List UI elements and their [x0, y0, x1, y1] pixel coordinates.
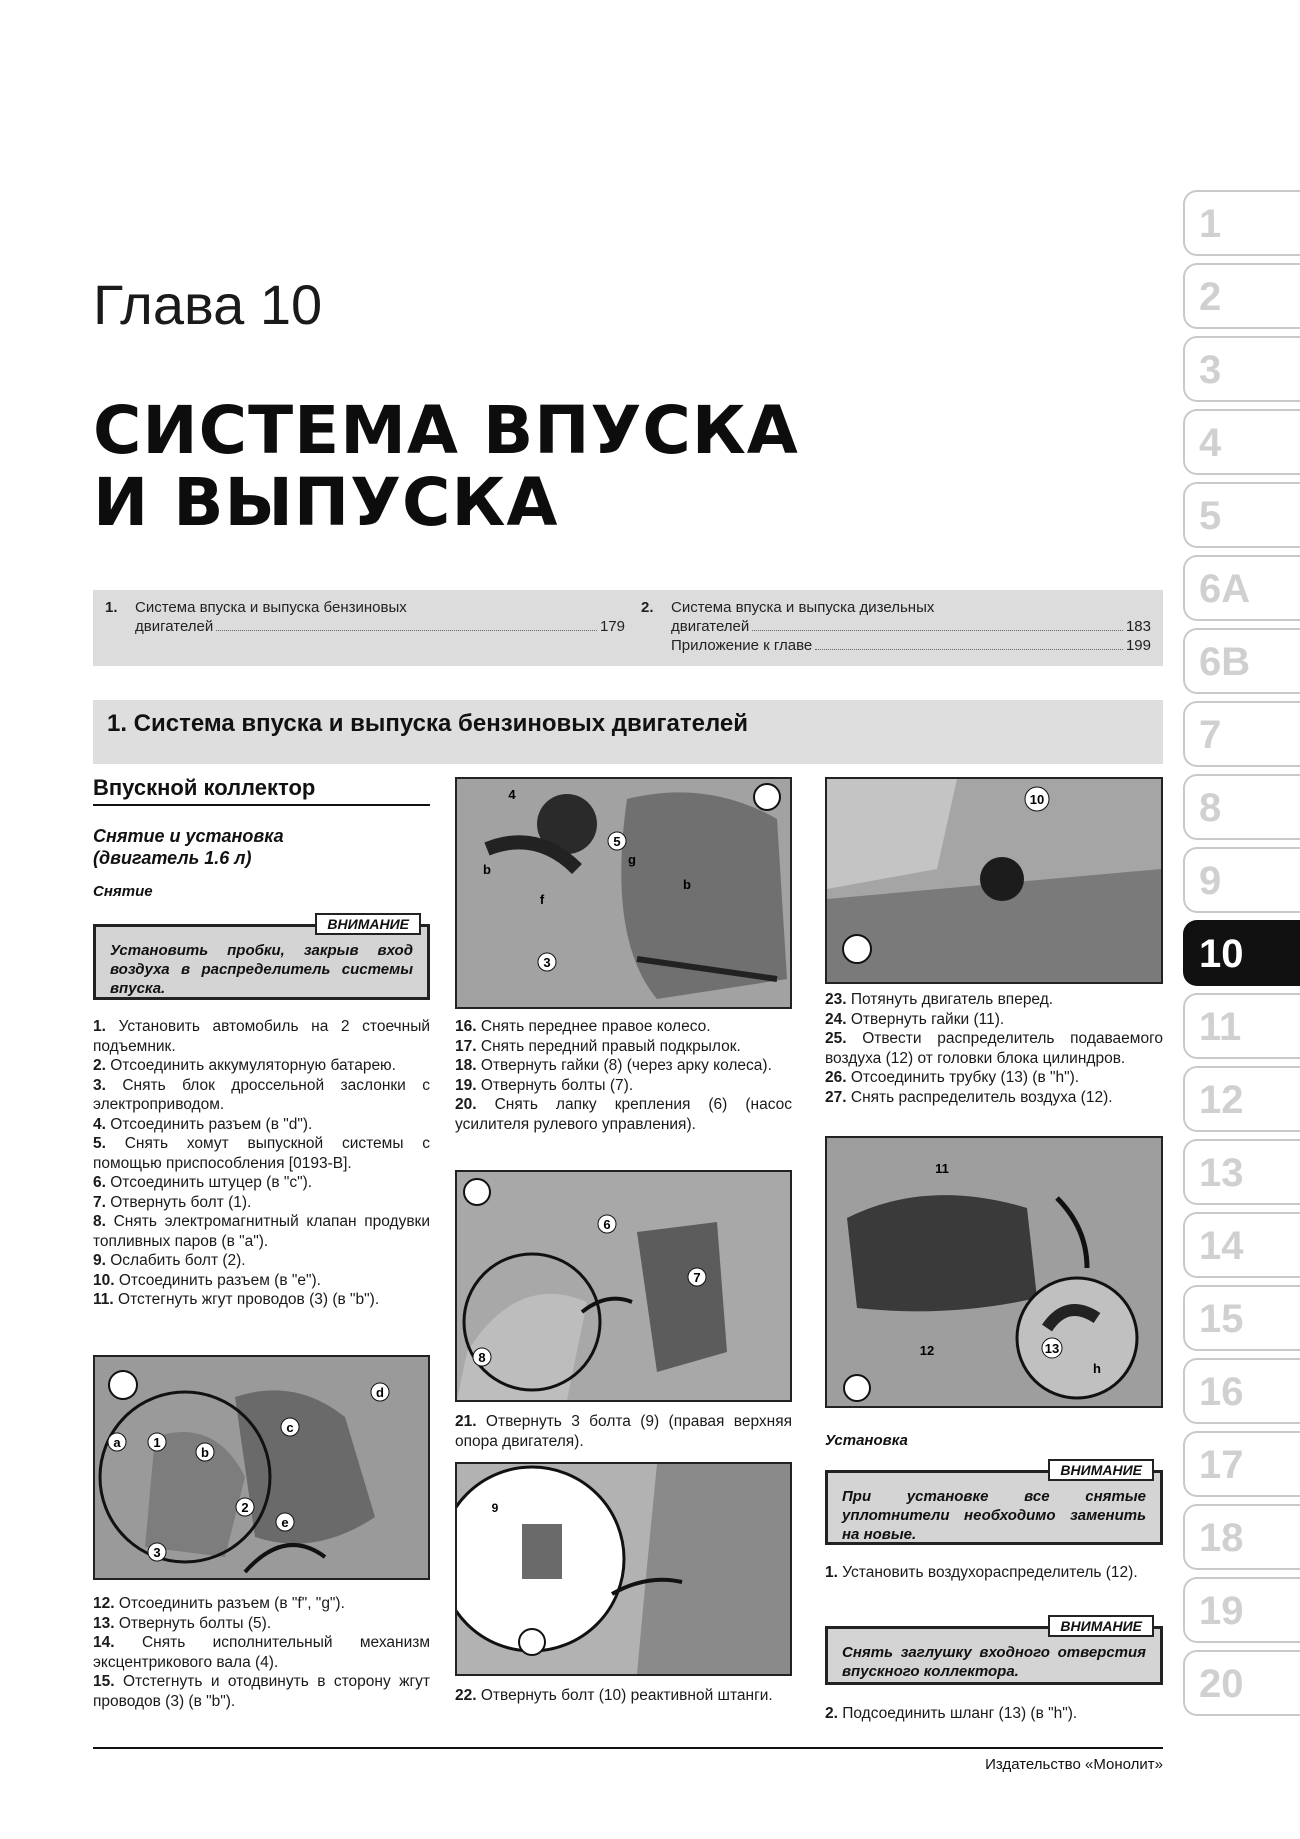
procedure-heading: Снятие и установка (двигатель 1.6 л) — [93, 826, 284, 868]
engine-photo-3 — [93, 1355, 430, 1580]
removal-heading: Снятие — [93, 883, 153, 900]
list-item: 17. Снять передний правый подкрылок. — [455, 1037, 741, 1055]
list-item: 22. Отвернуть болт (10) реактивной штанги. — [455, 1687, 773, 1704]
list-item: 11. Отстегнуть жгут проводов (3) (в "b"). — [93, 1291, 380, 1308]
list-item: 6. Отсоединить штуцер (в "c"). — [93, 1174, 313, 1191]
toc-item-2[interactable]: 2. Система впуска и выпуска дизельных двигателей 183 Приложение к главе 199 — [641, 599, 1151, 654]
photo-label: b — [483, 862, 491, 877]
photo-label: d — [376, 1385, 384, 1400]
chapter-title — [93, 392, 799, 541]
chapter-tab-12[interactable]: 12 — [1183, 1066, 1300, 1132]
chapter-tab-2[interactable]: 2 — [1183, 263, 1300, 329]
list-item: 7. Отвернуть болт (1). — [93, 1193, 252, 1211]
engine-photo-2 — [825, 777, 1163, 984]
warning-box — [93, 916, 430, 1000]
chapter-tab-13[interactable]: 13 — [1183, 1139, 1300, 1205]
steps-list-5 — [455, 1686, 792, 1706]
photo-label: 3 — [153, 1545, 161, 1560]
chapter-tab-1[interactable]: 1 — [1183, 190, 1300, 256]
chapter-title-line1: СИСТЕМА ВПУСКА — [93, 392, 799, 469]
warning-box — [825, 1462, 1163, 1545]
list-item: 24. Отвернуть гайки (11). — [825, 1010, 1005, 1028]
warning-label: ВНИМАНИЕ — [315, 913, 421, 935]
list-item: 5. Снять хомут выпускной системы с помощью приспособления [0193-B]. — [93, 1135, 430, 1172]
chapter-tab-10[interactable]: 10 — [1183, 920, 1300, 986]
photo-label: 7 — [693, 1270, 701, 1285]
chapter-tab-8[interactable]: 8 — [1183, 774, 1300, 840]
chapter-tab-7[interactable]: 7 — [1183, 701, 1300, 767]
chapter-tab-3[interactable]: 3 — [1183, 336, 1300, 402]
warning-text: Установить пробки, закрыв вход воздуха в распределитель системы впуска. — [110, 942, 413, 997]
steps-list-7 — [825, 1563, 1163, 1583]
photo-label: b — [683, 877, 691, 892]
list-item: 16. Снять переднее правое колесо. — [455, 1018, 711, 1035]
chapter-title-line2: И ВЫПУСКА — [93, 464, 559, 541]
photo-label: g — [628, 852, 636, 867]
warning-box — [825, 1618, 1163, 1685]
chapter-tab-4[interactable]: 4 — [1183, 409, 1300, 475]
publisher-footer: Издательство «Монолит» — [985, 1756, 1163, 1773]
photo-label: 2 — [241, 1500, 249, 1515]
list-item: 9. Ослабить болт (2). — [93, 1252, 246, 1269]
photo-label: 8 — [478, 1350, 486, 1365]
list-item: 21. Отвернуть 3 болта (9) (правая верхняя опора двигателя). — [455, 1413, 792, 1450]
installation-heading: Установка — [825, 1432, 908, 1449]
chapter-tab-18[interactable]: 18 — [1183, 1504, 1300, 1570]
warning-label: ВНИМАНИЕ — [1048, 1615, 1154, 1637]
photo-label: 9 — [491, 1501, 499, 1515]
chapter-tab-5[interactable]: 5 — [1183, 482, 1300, 548]
warning-label: ВНИМАНИЕ — [1048, 1459, 1154, 1481]
steps-list-6 — [825, 990, 1163, 1107]
list-item: 13. Отвернуть болты (5). — [93, 1614, 272, 1632]
chapter-tab-11[interactable]: 11 — [1183, 993, 1300, 1059]
photo-label: 12 — [919, 1343, 935, 1358]
warning-text: При установке все снятые уплотнители необходимо заменить на новые. — [842, 1488, 1146, 1543]
toc-item-1[interactable]: 1. Система впуска и выпуска бензиновых двигателей 179 — [105, 599, 625, 635]
list-item: 14. Снять исполнительный механизм эксцентрикового вала (4). — [93, 1634, 430, 1671]
photo-label: 1 — [153, 1435, 161, 1450]
table-of-contents — [93, 590, 1163, 666]
engine-photo-5 — [825, 1136, 1163, 1408]
engine-photo-6 — [455, 1462, 792, 1676]
photo-label: c — [286, 1420, 294, 1435]
divider — [93, 804, 430, 806]
chapter-tab-6a[interactable]: 6A — [1183, 555, 1300, 621]
photo-label: 13 — [1044, 1341, 1060, 1356]
photo-label: 10 — [1029, 792, 1045, 807]
list-item: 18. Отвернуть гайки (8) (через арку колеса). — [455, 1057, 772, 1074]
list-item: 8. Снять электромагнитный клапан продувки топливных паров (в "a"). — [93, 1213, 430, 1250]
photo-label: 11 — [935, 1161, 949, 1176]
chapter-tab-16[interactable]: 16 — [1183, 1358, 1300, 1424]
list-item: 10. Отсоединить разъем (в "e"). — [93, 1271, 321, 1289]
list-item: 2. Отсоединить аккумуляторную батарею. — [93, 1057, 396, 1074]
photo-label: 5 — [613, 834, 621, 849]
photo-label: h — [1093, 1361, 1101, 1376]
chapter-tab-19[interactable]: 19 — [1183, 1577, 1300, 1643]
steps-list-3 — [455, 1017, 792, 1134]
warning-text: Снять заглушку входного отверстия впускного коллектора. — [842, 1644, 1146, 1680]
steps-list-4 — [455, 1412, 792, 1451]
chapter-tab-17[interactable]: 17 — [1183, 1431, 1300, 1497]
list-item: 25. Отвести распределитель подаваемого воздуха (12) от головки блока цилиндров. — [825, 1030, 1163, 1067]
section-header: 1. Система впуска и выпуска бензиновых двигателей — [93, 700, 1163, 764]
engine-photo-4 — [455, 1170, 792, 1402]
chapter-number: Глава 10 — [93, 273, 323, 336]
list-item: 12. Отсоединить разъем (в "f", "g"). — [93, 1595, 345, 1612]
list-item: 19. Отвернуть болты (7). — [455, 1076, 634, 1094]
photo-label: 3 — [543, 955, 551, 970]
photo-label: 6 — [603, 1217, 611, 1232]
list-item: 1. Установить воздухораспределитель (12). — [825, 1564, 1138, 1581]
photo-label: b — [201, 1445, 209, 1460]
list-item: 26. Отсоединить трубку (13) (в "h"). — [825, 1069, 1080, 1086]
chapter-tab-14[interactable]: 14 — [1183, 1212, 1300, 1278]
footer-divider — [93, 1747, 1163, 1749]
list-item: 20. Снять лапку крепления (6) (насос усилителя рулевого управления). — [455, 1096, 792, 1133]
chapter-tab-20[interactable]: 20 — [1183, 1650, 1300, 1716]
engine-photo-1 — [455, 777, 792, 1009]
list-item: 27. Снять распределитель воздуха (12). — [825, 1088, 1113, 1106]
subsection-heading: Впускной коллектор — [93, 775, 316, 800]
steps-list-2 — [93, 1594, 430, 1711]
list-item: 4. Отсоединить разъем (в "d"). — [93, 1115, 313, 1133]
list-item: 3. Снять блок дроссельной заслонки с электроприводом. — [93, 1076, 430, 1113]
chapter-tab-15[interactable]: 15 — [1183, 1285, 1300, 1351]
list-item: 2. Подсоединить шланг (13) (в "h"). — [825, 1705, 1078, 1722]
chapter-tab-9[interactable]: 9 — [1183, 847, 1300, 913]
chapter-tab-6b[interactable]: 6B — [1183, 628, 1300, 694]
steps-list-8 — [825, 1704, 1163, 1724]
photo-label: a — [113, 1435, 121, 1450]
photo-label: e — [281, 1515, 289, 1530]
list-item: 15. Отстегнуть и отодвинуть в сторону жгут проводов (3) (в "b"). — [93, 1673, 430, 1710]
photo-label: f — [539, 892, 545, 907]
steps-list-1 — [93, 1017, 430, 1310]
list-item: 1. Установить автомобиль на 2 стоечный подъемник. — [93, 1018, 430, 1055]
photo-label: 4 — [508, 787, 516, 802]
list-item: 23. Потянуть двигатель вперед. — [825, 991, 1054, 1008]
